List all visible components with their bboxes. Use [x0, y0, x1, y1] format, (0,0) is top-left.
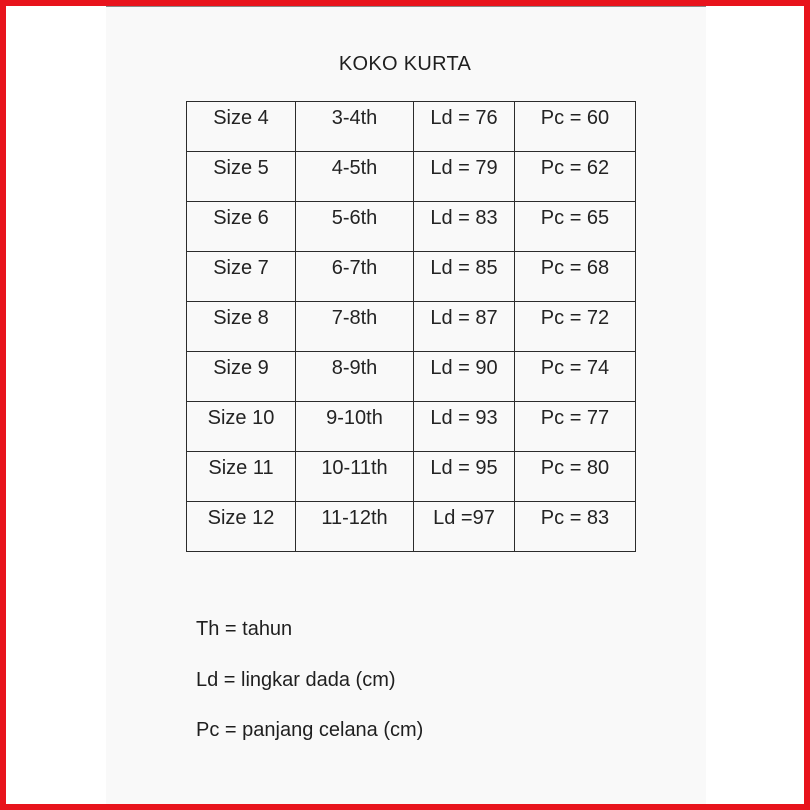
length-cell: Pc = 83: [515, 502, 636, 552]
table-row: [187, 252, 636, 302]
chest-cell: Ld = 85: [414, 252, 515, 302]
legend-ld: Ld = lingkar dada (cm): [196, 669, 396, 691]
age-cell: 6-7th: [296, 252, 414, 302]
length-cell: Pc = 80: [515, 452, 636, 502]
chest-cell: Ld = 83: [414, 202, 515, 252]
document-title: KOKO KURTA: [338, 53, 472, 75]
table-row: [187, 152, 636, 202]
chest-cell: Ld = 76: [414, 102, 515, 152]
age-cell: 5-6th: [296, 202, 414, 252]
chest-cell: Ld = 79: [414, 152, 515, 202]
legend-th: Th = tahun: [196, 618, 293, 640]
chest-cell: Ld = 87: [414, 302, 515, 352]
chest-cell: Ld =97: [414, 502, 515, 552]
age-cell: 8-9th: [296, 352, 414, 402]
size-cell: Size 6: [187, 202, 296, 252]
age-cell: 9-10th: [296, 402, 414, 452]
length-cell: Pc = 65: [515, 202, 636, 252]
length-cell: Pc = 77: [515, 402, 636, 452]
chest-cell: Ld = 93: [414, 402, 515, 452]
age-cell: 10-11th: [296, 452, 414, 502]
length-cell: Pc = 68: [515, 252, 636, 302]
table-row: [187, 452, 636, 502]
length-cell: Pc = 62: [515, 152, 636, 202]
size-cell: Size 9: [187, 352, 296, 402]
age-cell: 4-5th: [296, 152, 414, 202]
size-cell: Size 4: [187, 102, 296, 152]
size-chart-table: [186, 101, 636, 552]
legend-pc: Pc = panjang celana (cm): [196, 719, 424, 741]
length-cell: Pc = 74: [515, 352, 636, 402]
size-cell: Size 11: [187, 452, 296, 502]
size-cell: Size 8: [187, 302, 296, 352]
page-top-rule: [106, 6, 706, 7]
table-row: [187, 202, 636, 252]
size-cell: Size 5: [187, 152, 296, 202]
table-row: [187, 102, 636, 152]
age-cell: 11-12th: [296, 502, 414, 552]
age-cell: 7-8th: [296, 302, 414, 352]
size-cell: Size 7: [187, 252, 296, 302]
chest-cell: Ld = 90: [414, 352, 515, 402]
size-cell: Size 12: [187, 502, 296, 552]
table-row: [187, 402, 636, 452]
table-row: [187, 302, 636, 352]
size-cell: Size 10: [187, 402, 296, 452]
age-cell: 3-4th: [296, 102, 414, 152]
chest-cell: Ld = 95: [414, 452, 515, 502]
table-row: [187, 502, 636, 552]
length-cell: Pc = 60: [515, 102, 636, 152]
length-cell: Pc = 72: [515, 302, 636, 352]
table-row: [187, 352, 636, 402]
